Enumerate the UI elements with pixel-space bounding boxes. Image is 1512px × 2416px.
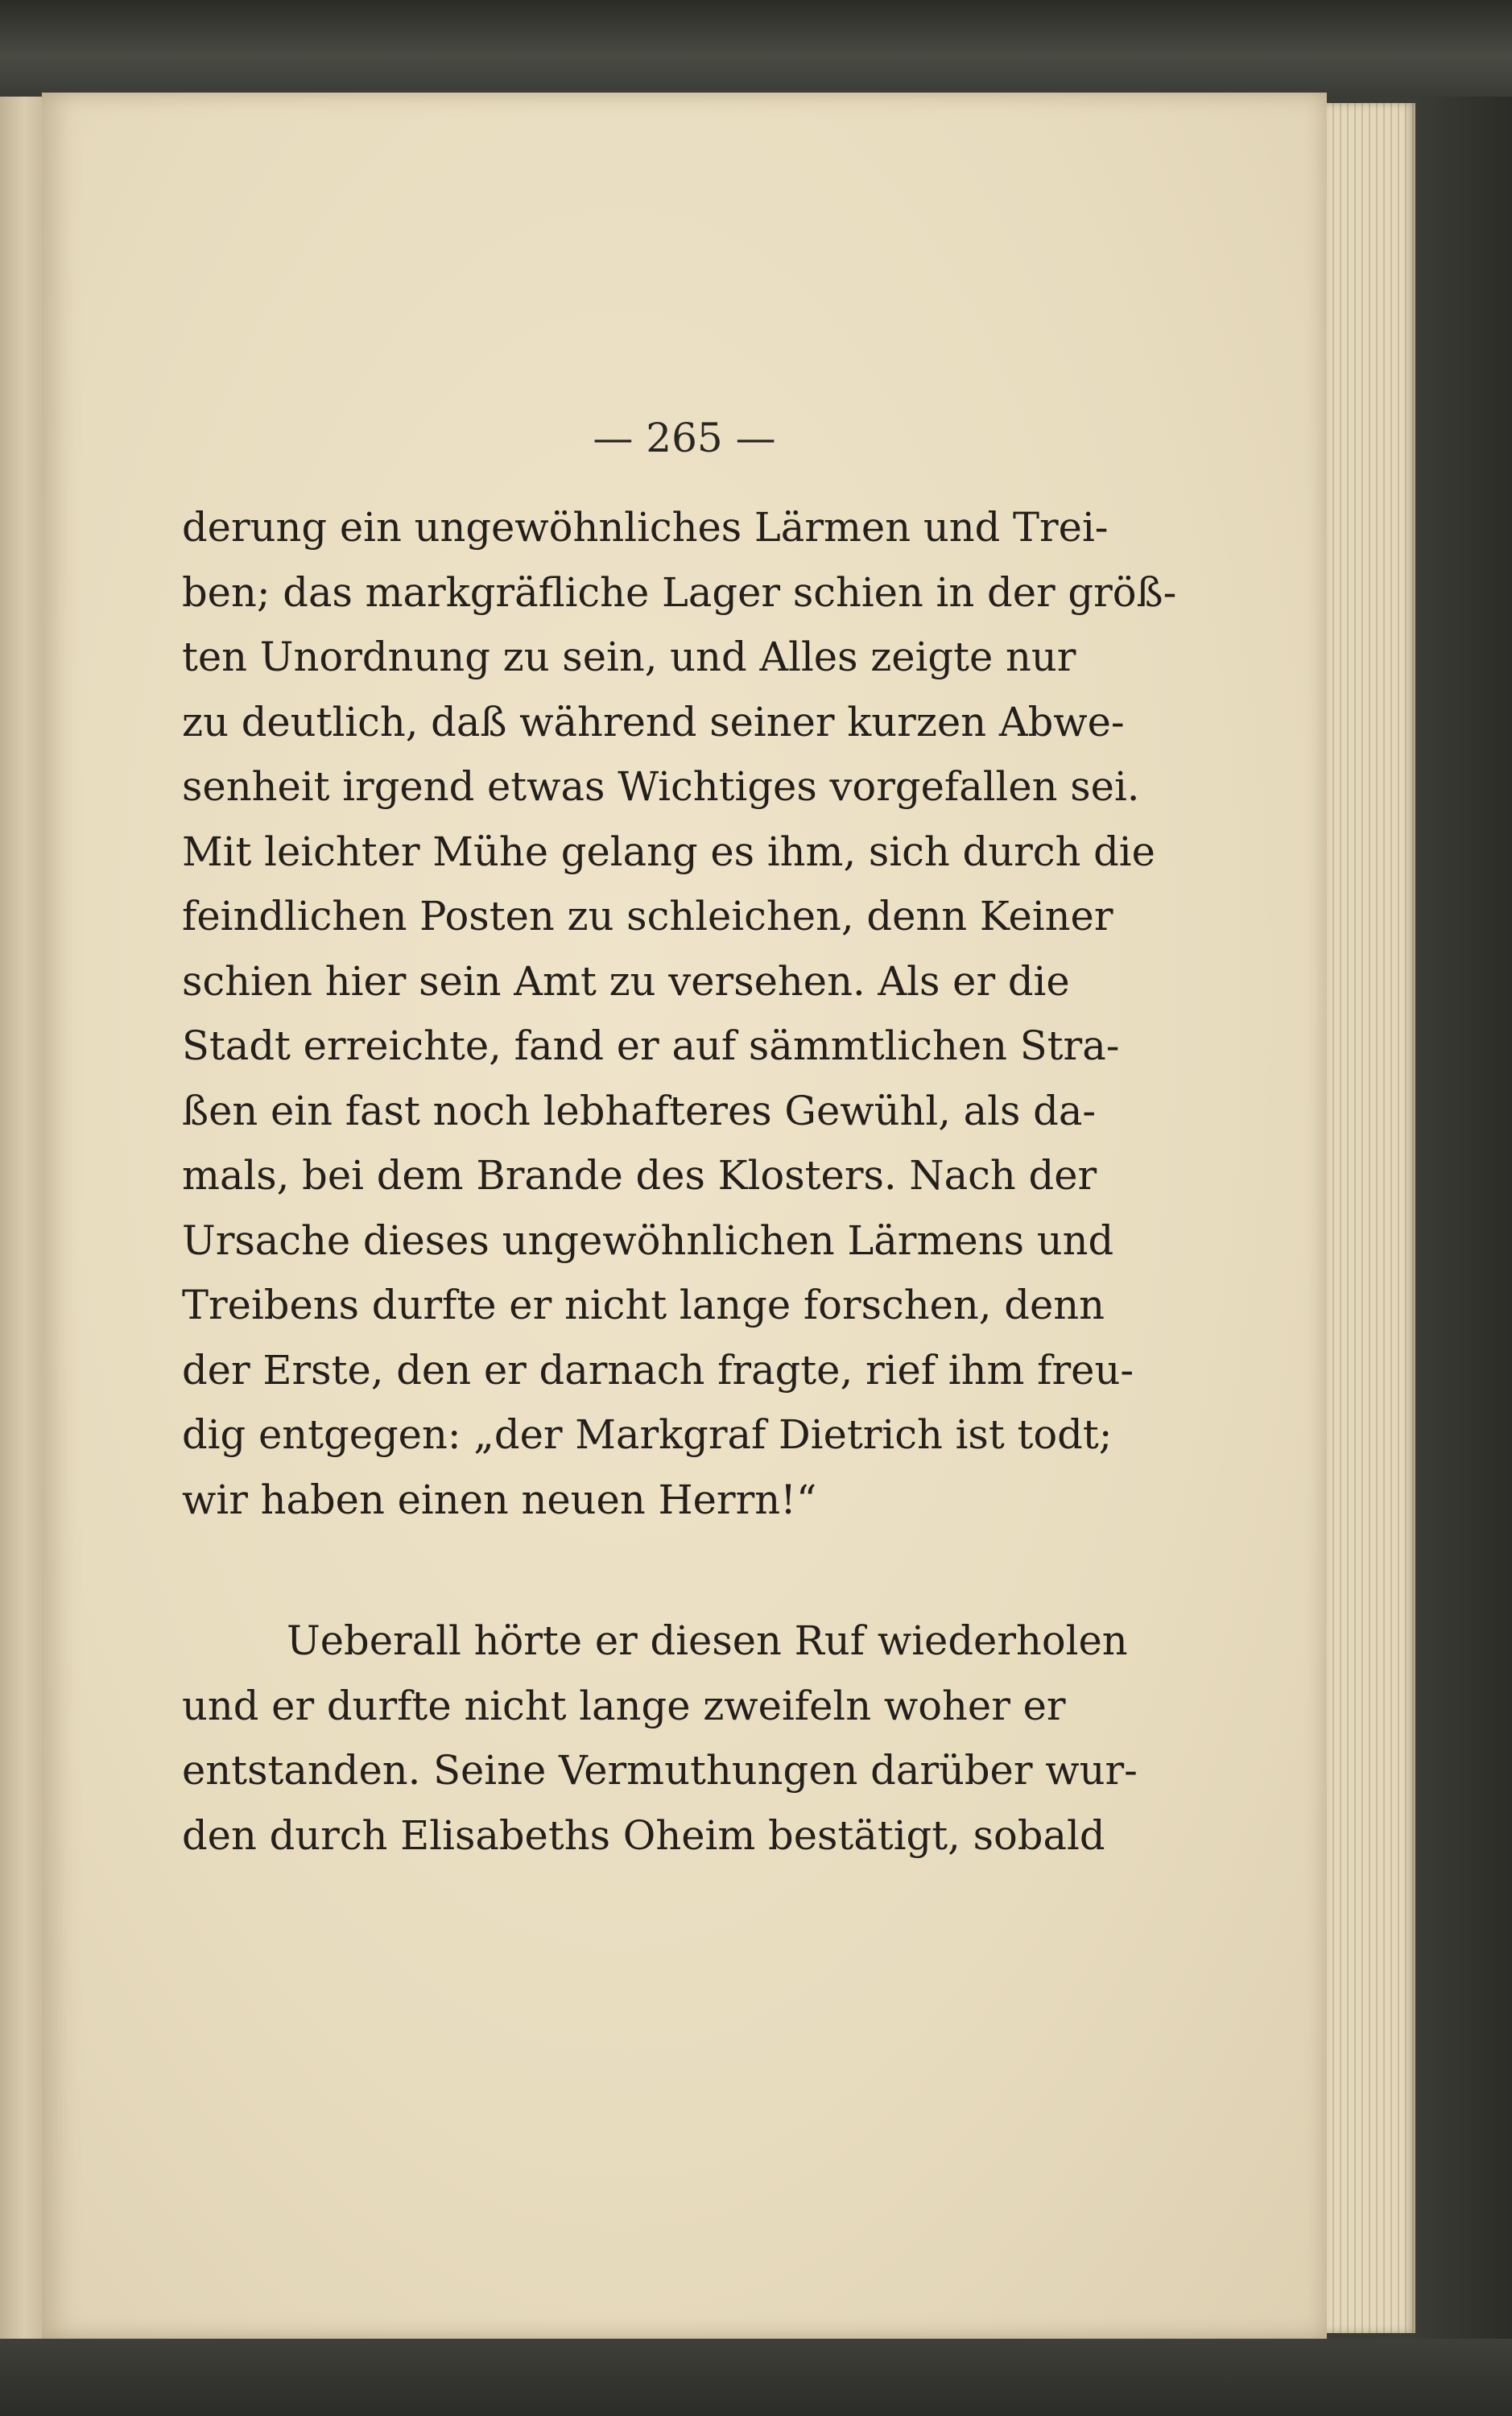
text-line: Mit leichter Mühe gelang es ihm, sich durch die [182,828,1155,875]
paragraph-gap [182,1532,1051,1609]
text-line: den durch Elisabeths Oheim bestätigt, sobald [182,1811,1105,1859]
text-line: zu deutlich, daß während seiner kurzen Abwe- [182,698,1125,745]
text-line: ben; das markgräfliche Lager schien in der größ- [182,568,1177,616]
body-text [182,495,1177,1868]
paragraph-1 [182,495,1177,1532]
text-line: dig entgegen: „der Markgraf Dietrich ist todt; [182,1411,1113,1458]
text-line: entstanden. Seine Vermuthungen darüber wur- [182,1747,1138,1794]
text-line: Stadt erreichte, fand er auf sämmtlichen Stra- [182,1022,1120,1069]
text-line: schien hier sein Amt zu versehen. Als er die [182,957,1070,1005]
text-line: ten Unordnung zu sein, und Alles zeigte nur [182,634,1076,680]
text-line: und er durfte nicht lange zweifeln woher er [182,1682,1066,1729]
text-line: Ueberall hörte er diesen Ruf wiederholen [287,1617,1128,1664]
text-line: der Erste, den er darnach fragte, rief ihm freu- [182,1346,1134,1394]
text-line: mals, bei dem Brande des Klosters. Nach der [182,1152,1097,1199]
text-line: ßen ein fast noch lebhafteres Gewühl, als da- [182,1087,1097,1134]
paragraph-2 [182,1609,1138,1868]
text-line: Treibens durfte er nicht lange forschen, denn [182,1282,1105,1328]
facing-page-edge [0,97,42,2343]
cover-board-top [0,0,1512,97]
page-block-edge [1327,103,1415,2333]
text-line: senheit irgend etwas Wichtiges vorgefallen sei. [182,763,1140,810]
text-line: Ursache dieses ungewöhnlichen Lärmens und [182,1216,1114,1264]
text-line: derung ein ungewöhnliches Lärmen und Trei- [182,504,1109,551]
text-line: wir haben einen neuen Herrn!“ [182,1476,817,1523]
text-line: feindlichen Posten zu schleichen, denn Keiner [182,893,1113,940]
cover-board-bottom [0,2339,1512,2416]
page-number: — 265 — [593,415,776,461]
